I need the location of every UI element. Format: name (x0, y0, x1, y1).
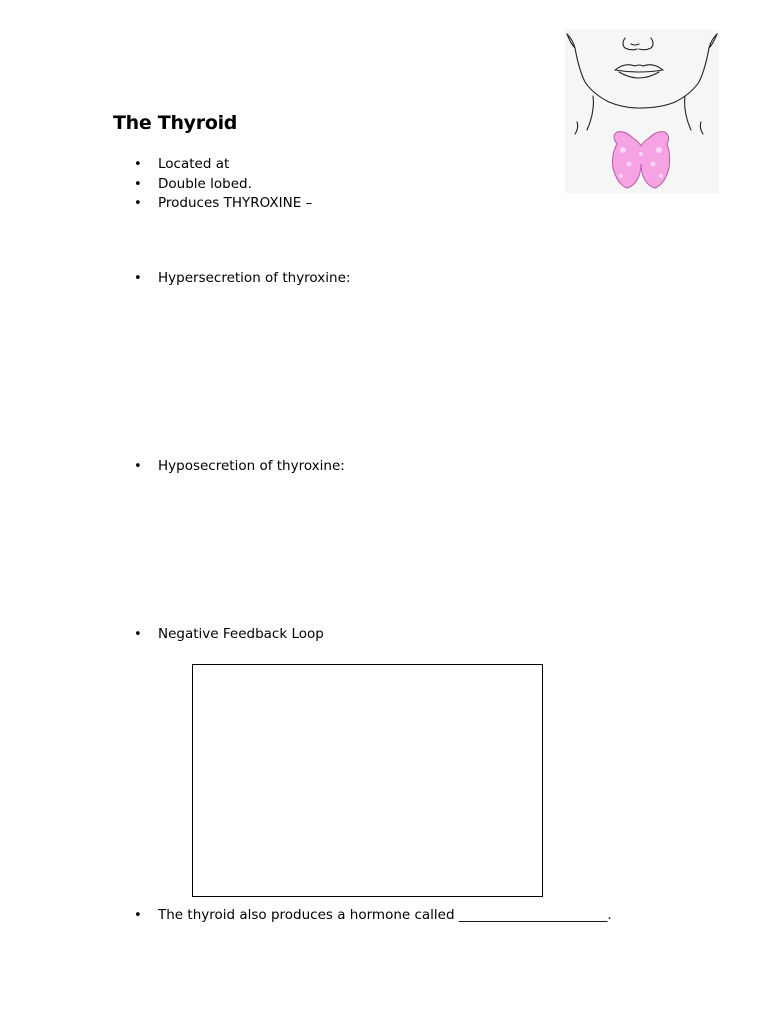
other-hormone-section (134, 906, 612, 926)
bullet-hyposecretion: • Hyposecretion of thyroxine: (134, 457, 345, 477)
bullet-hypersecretion: • Hypersecretion of thyroxine: (134, 269, 350, 289)
hyposecretion-section (134, 457, 345, 477)
bullet-produces-thyroxine: • Produces THYROXINE – (134, 194, 312, 214)
feedback-section (134, 625, 324, 645)
bullet-double-lobed: • Double lobed. (134, 175, 312, 195)
bullet-located-at: • Located at (134, 155, 312, 175)
hypersecretion-section (134, 269, 350, 289)
feedback-loop-drawing-box (192, 664, 543, 897)
intro-bullet-list (134, 155, 312, 214)
page-title: The Thyroid (113, 112, 238, 134)
thyroid-neck-illustration-icon (565, 30, 719, 193)
bullet-other-hormone-blank: • The thyroid also produces a hormone called ______________________. (134, 906, 612, 926)
bullet-negative-feedback-loop: • Negative Feedback Loop (134, 625, 324, 645)
